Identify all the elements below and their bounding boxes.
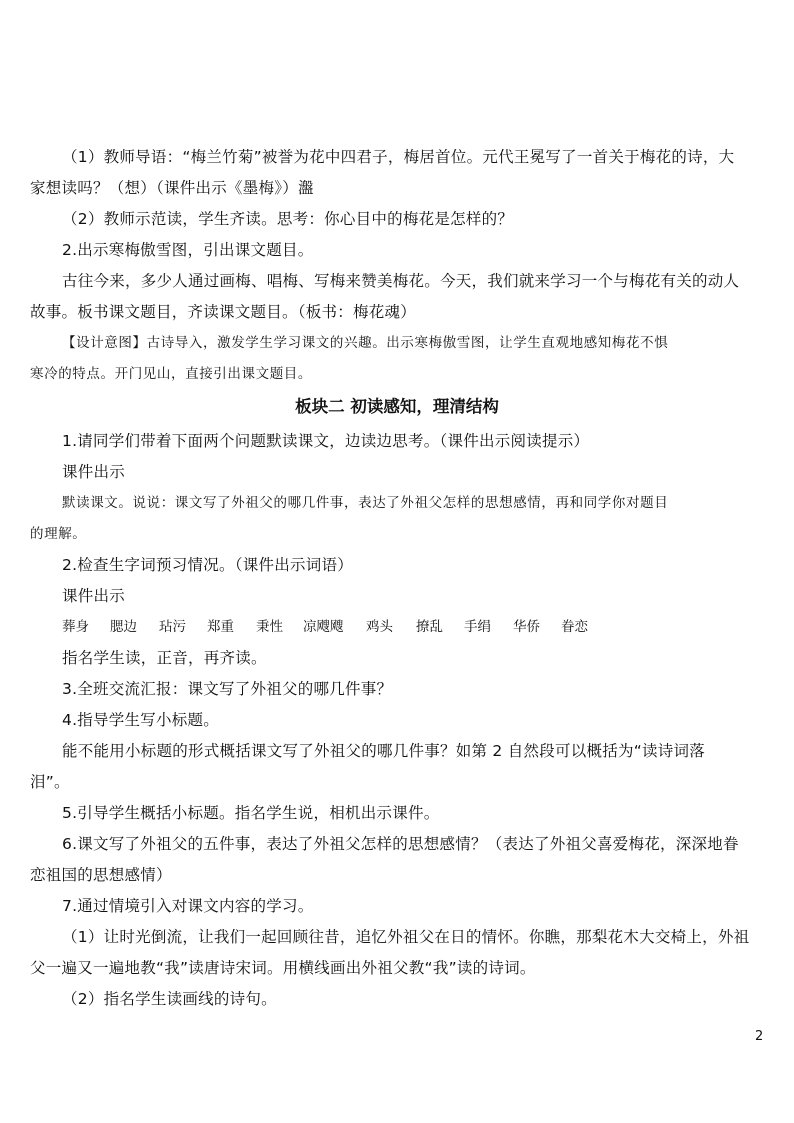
paragraph-line: 故事。板书课文题目，齐读课文题目。（板书：梅花魂）: [30, 303, 417, 321]
vocab-word: 腮边: [110, 619, 137, 635]
design-intent-line: 寒冷的特点。开门见山，直接引出课文题目。: [30, 366, 312, 382]
vocab-word: 郑重: [207, 619, 234, 635]
paragraph-line: （1）教师导语：“梅兰竹菊”被誉为花中四君子，梅居首位。元代王冕写了一首关于梅花的诗，大: [62, 148, 735, 166]
paragraph-line: 5.引导学生概括小标题。指名学生说，相机出示课件。: [62, 804, 440, 822]
vocab-word: 鸡头: [366, 619, 393, 635]
paragraph-line: 2.检查生字词预习情况。（课件出示词语）: [62, 556, 354, 574]
courseware-label: 课件出示: [62, 463, 126, 481]
paragraph-line: 家想读吗？（想）（课件出示《墨梅》）瀊: [30, 179, 314, 197]
vocab-word: 手绢: [464, 619, 491, 635]
paragraph-line: 父一遍又一遍地教“我”读唐诗宋词。用横线画出外祖父教“我”读的诗词。: [30, 959, 536, 977]
courseware-text: 默读课文。说说：课文写了外祖父的哪几件事，表达了外祖父怎样的思想感情，再和同学你对题目: [62, 495, 669, 511]
paragraph-line: 4.指导学生写小标题。: [62, 711, 220, 729]
paragraph-line: 3.全班交流汇报：课文写了外祖父的哪几件事？: [62, 680, 393, 698]
paragraph-line: 恋祖国的思想感情）: [30, 866, 172, 884]
paragraph-line: 古往今来，多少人通过画梅、唱梅、写梅来赞美梅花。今天，我们就来学习一个与梅花有关的动人: [62, 272, 740, 290]
paragraph-line: 2.出示寒梅傲雪图，引出课文题目。: [62, 241, 314, 259]
paragraph-line: （2）教师示范读，学生齐读。思考：你心目中的梅花是怎样的？: [62, 210, 514, 228]
vocab-word: 华侨: [513, 619, 540, 635]
vocab-word: 撩乱: [416, 619, 443, 635]
vocab-word: 葬身: [62, 619, 89, 635]
paragraph-line: 泪”。: [30, 773, 70, 791]
vocab-word: 凉飕飕: [303, 619, 344, 635]
page-number: 2: [755, 1029, 764, 1044]
paragraph-line: 能不能用小标题的形式概括课文写了外祖父的哪几件事？如第 2 自然段可以概括为“读诗词落: [62, 742, 705, 760]
vocab-word: 秉性: [256, 619, 283, 635]
paragraph-line: 1.请同学们带着下面两个问题默读课文，边读边思考。（课件出示阅读提示）: [62, 432, 590, 450]
paragraph-line: （2）指名学生读画线的诗句。: [62, 990, 277, 1008]
paragraph-line: 7.通过情境引入对课文内容的学习。: [62, 897, 314, 915]
paragraph-line: 6.课文写了外祖父的五件事，表达了外祖父怎样的思想感情？（表达了外祖父喜爱梅花，深深地眷: [62, 835, 739, 853]
paragraph-line: 指名学生读，正音，再齐读。: [62, 649, 267, 667]
courseware-label: 课件出示: [62, 587, 126, 605]
vocab-word: 玷污: [159, 619, 186, 635]
section-heading: 板块二 初读感知，理清结构: [295, 397, 499, 416]
courseware-text: 的理解。: [30, 526, 87, 542]
paragraph-line: （1）让时光倒流，让我们一起回顾往昔，追忆外祖父在日的情怀。你瞧，那梨花木大交椅上，外祖: [62, 928, 750, 946]
vocab-word: 眷恋: [561, 619, 588, 635]
design-intent-line: 【设计意图】古诗导入，激发学生学习课文的兴趣。出示寒梅傲雪图，让学生直观地感知梅花不惧: [62, 335, 669, 351]
